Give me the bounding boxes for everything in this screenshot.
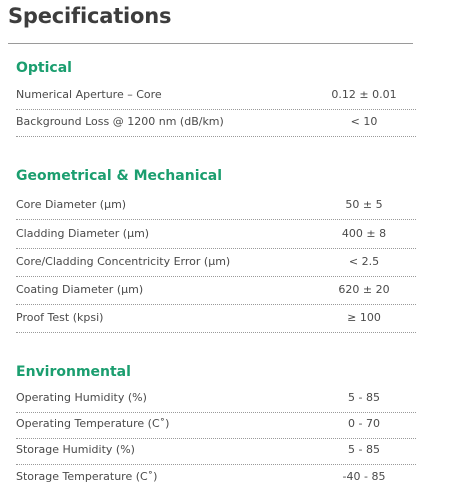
- spec-label: Storage Temperature (C˚): [16, 470, 158, 483]
- spec-value: 5 - 85: [348, 391, 380, 404]
- section-heading-optical: Optical: [16, 60, 72, 76]
- spec-row: [16, 110, 416, 137]
- title-divider: [8, 43, 413, 44]
- section-heading-geometrical-mechanical: Geometrical & Mechanical: [16, 168, 223, 184]
- spec-value: 620 ± 20: [338, 283, 390, 296]
- spec-label: Background Loss @ 1200 nm (dB/km): [16, 115, 224, 128]
- spec-value: 0 - 70: [348, 417, 380, 430]
- spec-value: ≥ 100: [347, 311, 381, 324]
- spec-label: Operating Humidity (%): [16, 391, 147, 404]
- spec-value: 5 - 85: [348, 443, 380, 456]
- spec-row: [16, 306, 416, 333]
- spec-value: -40 - 85: [342, 470, 386, 483]
- spec-label: Cladding Diameter (µm): [16, 227, 150, 240]
- spec-row: [16, 222, 416, 249]
- spec-label: Storage Humidity (%): [16, 443, 135, 456]
- spec-row: [16, 412, 416, 439]
- spec-label: Numerical Aperture – Core: [16, 88, 162, 101]
- spec-label: Operating Temperature (C˚): [16, 417, 170, 430]
- spec-row: [16, 193, 416, 220]
- spec-row: [16, 465, 416, 491]
- spec-row: [16, 83, 416, 110]
- spec-value: < 2.5: [348, 255, 380, 268]
- spec-row: [16, 250, 416, 277]
- spec-row: [16, 438, 416, 465]
- spec-label: Core/Cladding Concentricity Error (µm): [16, 255, 231, 268]
- spec-label: Core Diameter (µm): [16, 198, 127, 211]
- spec-row: [16, 278, 416, 305]
- page-title: Specifications: [8, 4, 172, 28]
- spec-value: 0.12 ± 0.01: [331, 88, 397, 101]
- section-heading-environmental: Environmental: [16, 364, 131, 380]
- spec-value: < 10: [350, 115, 378, 128]
- spec-label: Proof Test (kpsi): [16, 311, 104, 324]
- spec-row: [16, 386, 416, 413]
- spec-value: 50 ± 5: [345, 198, 383, 211]
- spec-value: 400 ± 8: [341, 227, 387, 240]
- spec-label: Coating Diameter (µm): [16, 283, 144, 296]
